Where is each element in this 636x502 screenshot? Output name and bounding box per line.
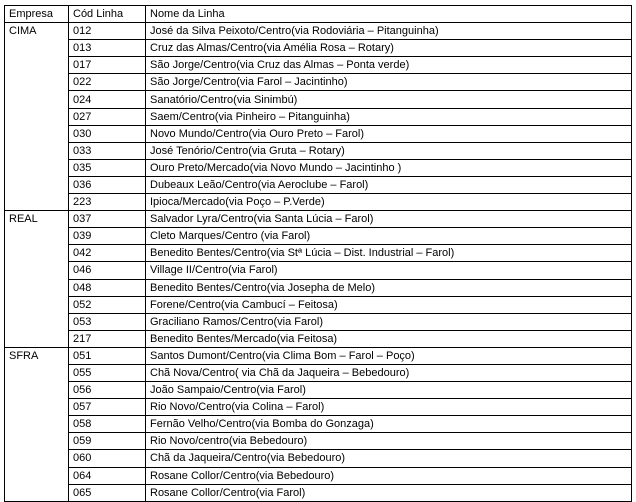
table-row (5, 450, 632, 467)
company-cell (5, 467, 69, 484)
table-row (5, 176, 632, 193)
table-row (5, 279, 632, 296)
line-code-cell: 030 (69, 125, 146, 142)
line-code-cell: 046 (69, 262, 146, 279)
line-name-cell: Rio Novo/Centro(via Colina – Farol) (146, 399, 632, 416)
line-code-cell: 064 (69, 467, 146, 484)
company-cell (5, 40, 69, 57)
line-code-cell: 037 (69, 211, 146, 228)
table-row (5, 159, 632, 176)
company-cell (5, 330, 69, 347)
company-cell (5, 91, 69, 108)
company-cell (5, 108, 69, 125)
company-cell (5, 142, 69, 159)
header-line-name: Nome da Linha (146, 6, 632, 23)
table-row (5, 194, 632, 211)
table-body (5, 23, 632, 502)
line-code-cell: 039 (69, 228, 146, 245)
table-row (5, 57, 632, 74)
line-name-cell: Cleto Marques/Centro (via Farol) (146, 228, 632, 245)
line-code-cell: 048 (69, 279, 146, 296)
company-cell: SFRA (5, 347, 69, 364)
table-row (5, 245, 632, 262)
company-cell (5, 416, 69, 433)
line-name-cell: Ipioca/Mercado(via Poço – P.Verde) (146, 194, 632, 211)
line-name-cell: Village II/Centro(via Farol) (146, 262, 632, 279)
company-cell (5, 159, 69, 176)
line-code-cell: 058 (69, 416, 146, 433)
company-cell (5, 228, 69, 245)
table-row (5, 313, 632, 330)
line-code-cell: 051 (69, 347, 146, 364)
company-cell (5, 279, 69, 296)
table-row (5, 91, 632, 108)
line-name-cell: José Tenório/Centro(via Gruta – Rotary) (146, 142, 632, 159)
line-code-cell: 217 (69, 330, 146, 347)
company-cell (5, 313, 69, 330)
line-name-cell: Rosane Collor/Centro(via Bebedouro) (146, 467, 632, 484)
company-cell (5, 245, 69, 262)
company-cell (5, 450, 69, 467)
table-row (5, 330, 632, 347)
line-code-cell: 012 (69, 23, 146, 40)
line-code-cell: 060 (69, 450, 146, 467)
company-cell: REAL (5, 211, 69, 228)
line-name-cell: Sanatório/Centro(via Sinimbú) (146, 91, 632, 108)
header-company: Empresa (5, 6, 69, 23)
table-row (5, 416, 632, 433)
table-row (5, 433, 632, 450)
table-row (5, 382, 632, 399)
table-row (5, 262, 632, 279)
table-header (5, 6, 632, 23)
table-row (5, 228, 632, 245)
line-name-cell: Forene/Centro(via Cambucí – Feitosa) (146, 296, 632, 313)
line-name-cell: São Jorge/Centro(via Cruz das Almas – Ponta verde) (146, 57, 632, 74)
line-code-cell: 052 (69, 296, 146, 313)
line-name-cell: Salvador Lyra/Centro(via Santa Lúcia – Farol) (146, 211, 632, 228)
line-name-cell: Benedito Bentes/Mercado(via Feitosa) (146, 330, 632, 347)
line-code-cell: 059 (69, 433, 146, 450)
table-row (5, 467, 632, 484)
table-row (5, 211, 632, 228)
table-row (5, 347, 632, 364)
company-cell (5, 433, 69, 450)
company-cell (5, 125, 69, 142)
line-code-cell: 036 (69, 176, 146, 193)
line-code-cell: 035 (69, 159, 146, 176)
table-row (5, 296, 632, 313)
line-name-cell: Ouro Preto/Mercado(via Novo Mundo – Jacintinho ) (146, 159, 632, 176)
table-row (5, 142, 632, 159)
line-code-cell: 017 (69, 57, 146, 74)
line-code-cell: 065 (69, 484, 146, 501)
company-cell (5, 364, 69, 381)
company-cell (5, 262, 69, 279)
company-cell (5, 176, 69, 193)
line-name-cell: Dubeaux Leão/Centro(via Aeroclube – Farol) (146, 176, 632, 193)
table-row (5, 40, 632, 57)
line-name-cell: José da Silva Peixoto/Centro(via Rodoviária – Pitanguinha) (146, 23, 632, 40)
header-row (5, 6, 632, 23)
line-code-cell: 013 (69, 40, 146, 57)
header-line-code: Cód Linha (69, 6, 146, 23)
line-name-cell: Fernão Velho/Centro(via Bomba do Gonzaga) (146, 416, 632, 433)
line-code-cell: 024 (69, 91, 146, 108)
line-code-cell: 223 (69, 194, 146, 211)
line-name-cell: João Sampaio/Centro(via Farol) (146, 382, 632, 399)
line-code-cell: 057 (69, 399, 146, 416)
line-code-cell: 022 (69, 74, 146, 91)
line-name-cell: Santos Dumont/Centro(via Clima Bom – Farol – Poço) (146, 347, 632, 364)
line-name-cell: Novo Mundo/Centro(via Ouro Preto – Farol) (146, 125, 632, 142)
table-row (5, 23, 632, 40)
company-cell (5, 74, 69, 91)
table-row (5, 484, 632, 501)
line-name-cell: Saem/Centro(via Pinheiro – Pitanguinha) (146, 108, 632, 125)
line-name-cell: Benedito Bentes/Centro(via Josepha de Melo) (146, 279, 632, 296)
table-row (5, 364, 632, 381)
line-name-cell: Chã Nova/Centro( via Chã da Jaqueira – Bebedouro) (146, 364, 632, 381)
line-code-cell: 055 (69, 364, 146, 381)
line-name-cell: Graciliano Ramos/Centro(via Farol) (146, 313, 632, 330)
line-name-cell: Benedito Bentes/Centro(via Stª Lúcia – Dist. Industrial – Farol) (146, 245, 632, 262)
line-name-cell: São Jorge/Centro(via Farol – Jacintinho) (146, 74, 632, 91)
line-name-cell: Chã da Jaqueira/Centro(via Bebedouro) (146, 450, 632, 467)
company-cell (5, 382, 69, 399)
company-cell: CIMA (5, 23, 69, 40)
table-row (5, 399, 632, 416)
bus-lines-table (4, 5, 632, 502)
table-row (5, 74, 632, 91)
company-cell (5, 399, 69, 416)
line-name-cell: Rio Novo/centro(via Bebedouro) (146, 433, 632, 450)
line-name-cell: Cruz das Almas/Centro(via Amélia Rosa – Rotary) (146, 40, 632, 57)
company-cell (5, 194, 69, 211)
company-cell (5, 57, 69, 74)
company-cell (5, 484, 69, 501)
line-code-cell: 053 (69, 313, 146, 330)
table-row (5, 125, 632, 142)
line-code-cell: 042 (69, 245, 146, 262)
line-code-cell: 056 (69, 382, 146, 399)
company-cell (5, 296, 69, 313)
table-row (5, 108, 632, 125)
line-code-cell: 033 (69, 142, 146, 159)
line-code-cell: 027 (69, 108, 146, 125)
line-name-cell: Rosane Collor/Centro(via Farol) (146, 484, 632, 501)
